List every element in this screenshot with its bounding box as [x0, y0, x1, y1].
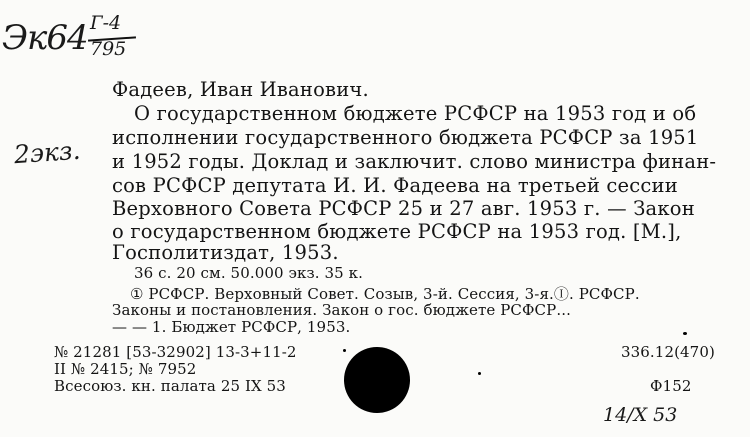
subject-line: ① РСФСР. Верховный Совет. Созыв, 3-й. Сессия, 3-я.Ⓘ. РСФСР. [130, 285, 640, 303]
title-line: Госполитиздат, 1953. [112, 241, 339, 264]
title-line: исполнении государственного бюджета РСФСР за 1951 [112, 126, 699, 149]
speck [683, 332, 687, 335]
punch-hole [344, 347, 410, 413]
call-number-bottom: 795 [90, 38, 127, 60]
collation: 36 с. 20 см. 50.000 экз. 35 к. [134, 264, 363, 282]
speck [478, 372, 481, 375]
registration-numbers: II № 2415; № 7952 [54, 360, 197, 378]
title-line: о государственном бюджете РСФСР на 1953 год. [М.], [112, 220, 682, 243]
handwritten-date: 14/X 53 [603, 404, 678, 426]
title-line: сов РСФСР депутата И. И. Фадеева на третьей сессии [112, 174, 678, 197]
subject-line: Законы и постановления. Закон о гос. бюджете РСФСР... [112, 301, 571, 319]
title-line: и 1952 годы. Доклад и заключит. слово министра финан- [112, 150, 717, 173]
fund-code: Ф152 [650, 377, 692, 395]
copies-note: 2экз. [13, 135, 82, 170]
title-line: Верховного Совета РСФСР 25 и 27 авг. 1953 г. — Закон [112, 197, 695, 220]
subject-line: — — 1. Бюджет РСФСР, 1953. [112, 318, 351, 336]
classification-number: 336.12(470) [621, 343, 715, 361]
publisher-chamber: Всесоюз. кн. палата 25 IX 53 [54, 377, 286, 395]
speck [343, 349, 346, 352]
author-heading: Фадеев, Иван Иванович. [112, 78, 369, 101]
call-number-prefix: Эк64 [2, 18, 88, 58]
card-number: № 21281 [53-32902] 13-3+11-2 [54, 343, 297, 361]
title-line: О государственном бюджете РСФСР на 1953 год и об [134, 102, 697, 125]
call-number-top: Г-4 [90, 12, 122, 34]
